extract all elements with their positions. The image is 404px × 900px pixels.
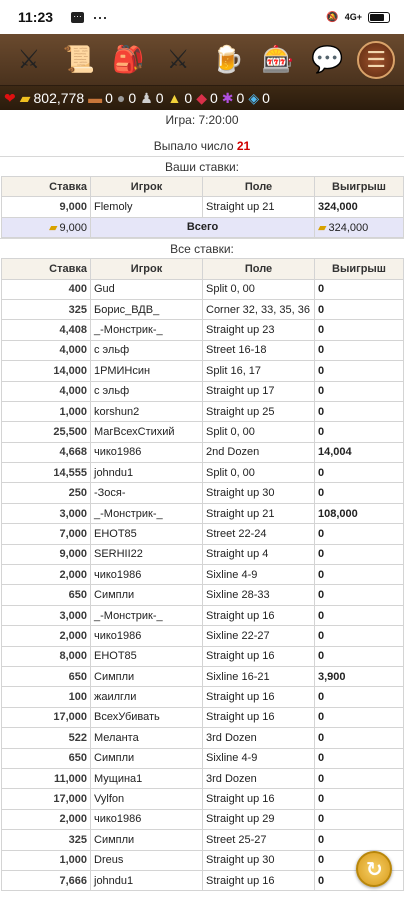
bet-player[interactable]: жаилгли <box>91 687 203 707</box>
stone-icon: ● <box>116 90 126 106</box>
bet-stake: 7,666 <box>2 870 91 890</box>
bet-row <box>2 789 404 809</box>
more-notifications-icon: ··· <box>92 7 108 27</box>
bet-field: Straight up 4 <box>203 544 315 564</box>
resource-sulfur <box>168 90 193 106</box>
bet-player[interactable]: Мущина1 <box>91 768 203 788</box>
bet-player[interactable]: johndu1 <box>91 870 203 890</box>
bet-stake: 14,000 <box>2 361 91 381</box>
bet-stake: 9,000 <box>2 544 91 564</box>
bet-player[interactable]: чико1986 <box>91 565 203 585</box>
diamond-icon: ◈ <box>248 89 260 106</box>
header-stake: Ставка <box>2 259 91 279</box>
bet-stake: 325 <box>2 299 91 319</box>
bet-stake: 17,000 <box>2 707 91 727</box>
bet-stake: 100 <box>2 687 91 707</box>
bet-field: Straight up 21 <box>203 197 315 217</box>
total-win-cell <box>315 217 404 237</box>
bet-row <box>2 483 404 503</box>
bet-stake: 7,000 <box>2 524 91 544</box>
bet-stake: 2,000 <box>2 809 91 829</box>
refresh-button[interactable] <box>356 851 392 887</box>
bet-field: Straight up 16 <box>203 870 315 890</box>
bet-row <box>2 299 404 319</box>
status-time: 11:23 <box>18 9 54 25</box>
bet-stake: 522 <box>2 728 91 748</box>
bet-player[interactable]: _-Монстрик-_ <box>91 320 203 340</box>
bet-stake: 8,000 <box>2 646 91 666</box>
bet-player[interactable]: Симпли <box>91 748 203 768</box>
bet-player[interactable]: Gud <box>91 279 203 299</box>
bet-field: Split 0, 00 <box>203 463 315 483</box>
header-stake: Ставка <box>2 177 91 197</box>
resource-bar <box>0 86 404 110</box>
bet-win: 0 <box>315 340 404 360</box>
chat-bubble-icon[interactable]: 💬 <box>311 44 344 74</box>
bet-field: Straight up 21 <box>203 503 315 523</box>
bet-row <box>2 503 404 523</box>
bet-field: Straight up 30 <box>203 483 315 503</box>
bet-stake: 25,500 <box>2 422 91 442</box>
bet-player[interactable]: Dreus <box>91 850 203 870</box>
bet-field: Sixline 4-9 <box>203 565 315 585</box>
bet-win: 0 <box>315 544 404 564</box>
message-notification-icon <box>71 12 84 23</box>
bet-stake: 650 <box>2 666 91 686</box>
bet-field: Straight up 16 <box>203 707 315 727</box>
game-time: Игра: 7:20:00 <box>165 113 239 127</box>
my-bets-total-row <box>2 217 404 237</box>
game-toolbar <box>0 34 404 86</box>
network-signal-icon: 4G+ <box>344 11 362 22</box>
bet-row <box>2 401 404 421</box>
header-field: Поле <box>203 259 315 279</box>
bet-stake: 4,000 <box>2 340 91 360</box>
bet-row <box>2 687 404 707</box>
bet-row <box>2 666 404 686</box>
gold-icon: ▰ <box>19 89 31 106</box>
bet-player[interactable]: МагВсехСтихий <box>91 422 203 442</box>
bet-player[interactable]: ЕНОТ85 <box>91 646 203 666</box>
bet-win: 0 <box>315 605 404 625</box>
refresh-icon: ↺ <box>365 858 383 881</box>
bet-field: Straight up 16 <box>203 789 315 809</box>
bet-field: Straight up 25 <box>203 401 315 421</box>
bet-field: Sixline 16-21 <box>203 666 315 686</box>
tavern-mug-icon[interactable]: 🍺 <box>211 44 245 74</box>
bet-win: 324,000 <box>315 197 404 217</box>
resource-stone-value: 0 <box>128 90 137 106</box>
header-player: Игрок <box>91 259 203 279</box>
bet-stake: 2,000 <box>2 565 91 585</box>
bet-row <box>2 768 404 788</box>
bet-stake: 4,000 <box>2 381 91 401</box>
bet-row <box>2 422 404 442</box>
bet-row <box>2 361 404 381</box>
bet-player[interactable]: с эльф <box>91 381 203 401</box>
result-prefix: Выпало число <box>153 139 234 153</box>
bet-player[interactable]: Симпли <box>91 666 203 686</box>
bet-player[interactable]: Flemoly <box>91 197 203 217</box>
total-stake-cell <box>2 217 91 237</box>
bet-win: 0 <box>315 707 404 727</box>
bet-stake: 4,408 <box>2 320 91 340</box>
bet-stake: 650 <box>2 748 91 768</box>
bet-field: 3rd Dozen <box>203 768 315 788</box>
my-bets-title: Ваши ставки: <box>0 156 404 176</box>
bet-stake: 9,000 <box>2 197 91 217</box>
result-number: 21 <box>236 139 251 153</box>
bet-row <box>2 850 404 870</box>
bet-win: 0 <box>315 463 404 483</box>
bet-field: Straight up 30 <box>203 850 315 870</box>
bet-field: Street 22-24 <box>203 524 315 544</box>
bet-field: 3rd Dozen <box>203 728 315 748</box>
bet-field: Sixline 4-9 <box>203 748 315 768</box>
bet-row <box>2 585 404 605</box>
bet-row <box>2 809 404 829</box>
bet-win: 0 <box>315 585 404 605</box>
all-bets-table <box>1 258 404 891</box>
bet-player[interactable]: 1РМИНсин <box>91 361 203 381</box>
bet-win: 14,004 <box>315 442 404 462</box>
bet-field: Straight up 16 <box>203 687 315 707</box>
status-bar <box>0 0 404 34</box>
bet-win: 0 <box>315 422 404 442</box>
bet-stake: 3,000 <box>2 503 91 523</box>
bet-stake: 1,000 <box>2 401 91 421</box>
crossed-swords-icon[interactable]: ⚔ <box>166 44 190 74</box>
bet-row <box>2 381 404 401</box>
resource-diamond-value: 0 <box>262 90 270 106</box>
bet-win: 0 <box>315 401 404 421</box>
gold-coin-icon: ▰ <box>49 221 58 234</box>
bet-row <box>2 626 404 646</box>
bet-stake: 11,000 <box>2 768 91 788</box>
bet-win: 0 <box>315 524 404 544</box>
bet-player[interactable]: Меланта <box>91 728 203 748</box>
total-label: Всего <box>91 217 315 237</box>
bet-row <box>2 728 404 748</box>
iron-icon: ♟ <box>140 89 153 106</box>
bet-field: Split 0, 00 <box>203 279 315 299</box>
bet-field: Straight up 17 <box>203 381 315 401</box>
bet-win: 0 <box>315 361 404 381</box>
bet-player[interactable]: Симпли <box>91 830 203 850</box>
bet-win: 0 <box>315 768 404 788</box>
bet-row <box>2 870 404 890</box>
bet-win: 0 <box>315 687 404 707</box>
bet-player[interactable]: _-Монстрик-_ <box>91 605 203 625</box>
bet-win: 0 <box>315 565 404 585</box>
bet-win: 0 <box>315 646 404 666</box>
bet-field: Split 16, 17 <box>203 361 315 381</box>
bet-row <box>2 320 404 340</box>
header-win: Выигрыш <box>315 177 404 197</box>
bet-win: 108,000 <box>315 503 404 523</box>
result-line <box>0 136 404 156</box>
bet-player[interactable]: -Зося- <box>91 483 203 503</box>
bet-row <box>2 442 404 462</box>
bet-row <box>2 544 404 564</box>
bet-field: Straight up 16 <box>203 646 315 666</box>
resource-gems <box>222 90 245 107</box>
bet-player[interactable]: ВсехУбивать <box>91 707 203 727</box>
bet-player[interactable]: с эльф <box>91 340 203 360</box>
resource-gems-value: 0 <box>236 90 245 106</box>
bet-field: 2nd Dozen <box>203 442 315 462</box>
bet-field: Split 0, 00 <box>203 422 315 442</box>
bet-win: 0 <box>315 809 404 829</box>
bet-win: 0 <box>315 850 404 870</box>
bet-row <box>2 463 404 483</box>
bet-field: Straight up 23 <box>203 320 315 340</box>
bet-win: 0 <box>315 728 404 748</box>
bet-row <box>2 524 404 544</box>
bet-player[interactable]: ЕНОТ85 <box>91 524 203 544</box>
total-win: 324,000 <box>328 221 369 234</box>
bet-player[interactable]: Vylfon <box>91 789 203 809</box>
bet-stake: 400 <box>2 279 91 299</box>
my-bets-header-row <box>2 177 404 197</box>
gems-icon: ✱ <box>221 89 234 106</box>
bet-win: 0 <box>315 830 404 850</box>
bet-stake: 14,555 <box>2 463 91 483</box>
menu-icon[interactable]: ☰ <box>357 41 395 79</box>
bet-row <box>2 605 404 625</box>
bet-player[interactable]: Симпли <box>91 585 203 605</box>
bet-win: 0 <box>315 483 404 503</box>
resource-gold <box>20 90 84 107</box>
wood-icon: ▬ <box>88 90 103 106</box>
bet-stake: 325 <box>2 830 91 850</box>
total-stake: 9,000 <box>59 221 87 234</box>
bet-stake: 250 <box>2 483 91 503</box>
resource-sulfur-value: 0 <box>184 90 193 106</box>
resource-gold-value: 802,778 <box>33 90 85 106</box>
bet-row <box>2 279 404 299</box>
bet-win: 0 <box>315 626 404 646</box>
bet-player[interactable]: чико1986 <box>91 442 203 462</box>
resource-heart <box>4 90 16 107</box>
bet-win: 0 <box>315 870 404 890</box>
bet-field: Sixline 28-33 <box>203 585 315 605</box>
my-bets-table <box>1 176 404 238</box>
bet-player[interactable]: korshun2 <box>91 401 203 421</box>
bet-field: Straight up 16 <box>203 605 315 625</box>
backpack-icon[interactable]: 🎒 <box>112 44 145 74</box>
resource-wood-value: 0 <box>105 90 113 106</box>
bet-row <box>2 707 404 727</box>
bet-row <box>2 565 404 585</box>
bet-row <box>2 830 404 850</box>
resource-iron-value: 0 <box>155 90 164 106</box>
header-field: Поле <box>203 177 315 197</box>
mute-icon: 🔕 <box>326 11 339 23</box>
bet-stake: 2,000 <box>2 626 91 646</box>
all-bets-title: Все ставки: <box>0 238 404 258</box>
my-bet-row <box>2 197 404 217</box>
bet-player[interactable]: _-Монстрик-_ <box>91 503 203 523</box>
bet-win: 3,900 <box>315 666 404 686</box>
resource-stone <box>117 90 136 106</box>
heart-icon: ❤ <box>4 89 16 106</box>
resource-crystal-value: 0 <box>209 90 218 106</box>
bet-win: 0 <box>315 748 404 768</box>
scroll-map-icon[interactable]: 📜 <box>62 44 95 74</box>
bet-player[interactable]: чико1986 <box>91 809 203 829</box>
bet-stake: 4,668 <box>2 442 91 462</box>
bet-field: Street 25-27 <box>203 830 315 850</box>
bet-stake: 650 <box>2 585 91 605</box>
all-bets-header-row <box>2 259 404 279</box>
bet-win: 0 <box>315 789 404 809</box>
bet-field: Corner 32, 33, 35, 36 <box>203 299 315 319</box>
sulfur-icon: ▲ <box>167 90 182 106</box>
resource-wood <box>88 90 113 106</box>
crystal-icon: ◆ <box>196 89 207 106</box>
bet-row <box>2 646 404 666</box>
bet-stake: 17,000 <box>2 789 91 809</box>
bet-player[interactable]: johndu1 <box>91 463 203 483</box>
battery-icon <box>368 12 390 23</box>
bet-stake: 3,000 <box>2 605 91 625</box>
roulette-coins-icon[interactable]: 🎰 <box>261 44 294 74</box>
header-player: Игрок <box>91 177 203 197</box>
resource-iron <box>140 90 163 107</box>
bet-stake: 1,000 <box>2 850 91 870</box>
resource-diamond <box>248 90 270 107</box>
warrior-helmet-icon[interactable]: ⚔ <box>17 44 41 74</box>
gold-coin-icon: ▰ <box>318 221 327 234</box>
bet-player[interactable]: Борис_ВДВ_ <box>91 299 203 319</box>
bet-field: Street 16-18 <box>203 340 315 360</box>
bet-win: 0 <box>315 299 404 319</box>
bet-field: Straight up 29 <box>203 809 315 829</box>
bet-win: 0 <box>315 279 404 299</box>
resource-crystal <box>196 90 218 107</box>
bet-win: 0 <box>315 381 404 401</box>
bet-player[interactable]: SERHII22 <box>91 544 203 564</box>
bet-row <box>2 748 404 768</box>
roulette-results[interactable] <box>0 110 404 900</box>
bet-row <box>2 340 404 360</box>
bet-field: Sixline 22-27 <box>203 626 315 646</box>
header-win: Выигрыш <box>315 259 404 279</box>
bet-win: 0 <box>315 320 404 340</box>
bet-player[interactable]: чико1986 <box>91 626 203 646</box>
